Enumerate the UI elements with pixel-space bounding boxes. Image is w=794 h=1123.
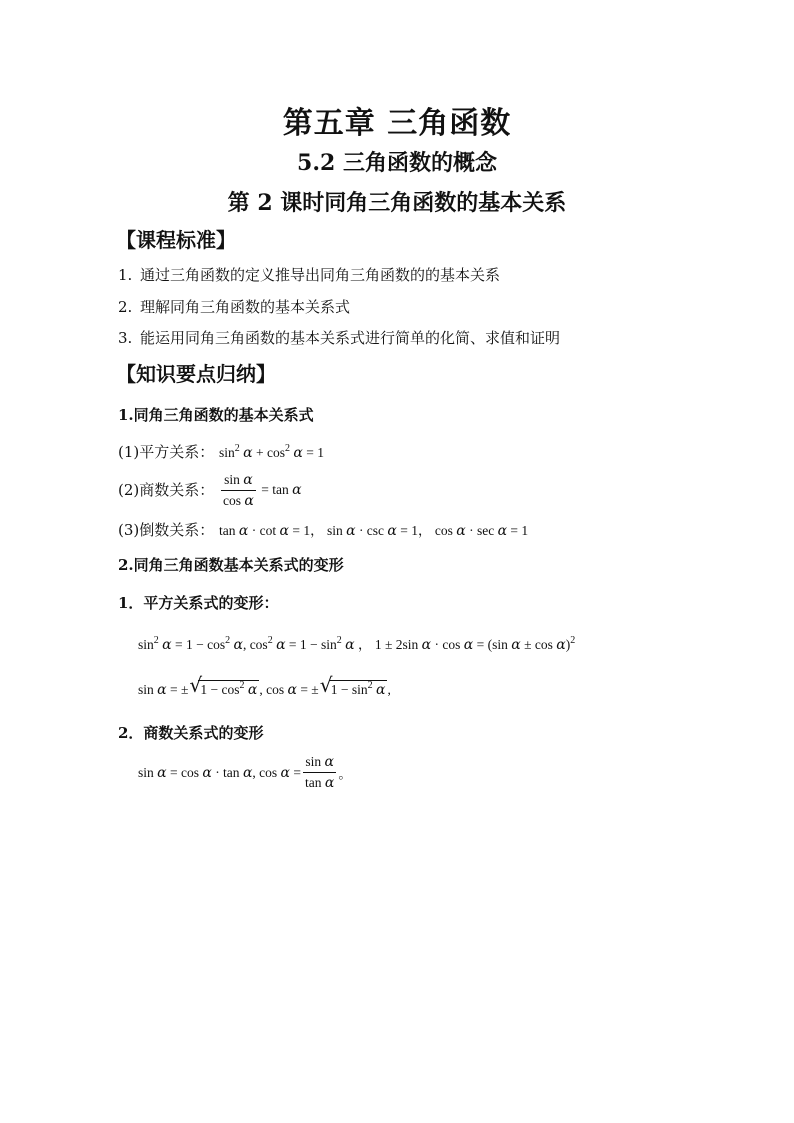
quotient-variant-formula: sin α = cos α · tan α, cos α = $\frac{\text{sin α}}{\text{tan α}}$ 。 bbox=[138, 754, 352, 791]
part2-heading: 2.同角三角函数基本关系式的变形 bbox=[118, 556, 344, 574]
standard-item-text: 理解同角三角函数的基本关系式 bbox=[140, 298, 351, 316]
standard-item-text: 通过三角函数的定义推导出同角三角函数的的基本关系 bbox=[140, 266, 501, 284]
section-subtitle: 5.2 三角函数的概念 bbox=[297, 150, 497, 176]
standard-item-text: 能运用同角三角函数的基本关系式进行简单的化简、求值和证明 bbox=[140, 329, 561, 347]
reciprocal-label: (3)倒数关系： bbox=[118, 521, 215, 539]
reciprocal-relation bbox=[118, 519, 528, 540]
standard-item-number: 1. bbox=[118, 266, 133, 284]
standard-item-3 bbox=[118, 327, 560, 348]
standard-item-1 bbox=[118, 264, 500, 285]
quotient-formula: $\frac{\text{sin α}}{\text{cos α}}$ = tan α bbox=[223, 472, 302, 509]
part2-sub2-heading: 2．商数关系式的变形 bbox=[118, 724, 264, 742]
square-variant-formula-2: sin α = ± √ $1 - \cos^2 \alpha$ , cos α = ± √ $1 - \sin^2 \alpha$ , bbox=[138, 673, 391, 698]
part2-sub1-heading: 1．平方关系式的变形： bbox=[118, 594, 279, 612]
part1-heading: 1.同角三角函数的基本关系式 bbox=[118, 406, 314, 424]
standards-heading: 【课程标准】 bbox=[116, 228, 236, 252]
standard-item-2 bbox=[118, 296, 350, 317]
chapter-title: 第五章 三角函数 bbox=[282, 106, 512, 141]
reciprocal-formula: tan α · cot α = 1， sin α · csc α = 1， cos α · sec α = 1 bbox=[219, 523, 529, 539]
square-variant-formula-1: $\sin^2 \alpha = 1 - \cos^2 \alpha$, $\cos^2 \alpha = 1 - \sin^2 \alpha$ ， 1 ± 2sin α · cos α = (sin α ± cos α)$^2$ bbox=[138, 635, 576, 653]
quotient-label: (2)商数关系： bbox=[118, 481, 215, 500]
lesson-title: 第 2 课时同角三角函数的基本关系 bbox=[227, 190, 567, 216]
square-relation bbox=[118, 441, 324, 462]
square-formula: $\sin^2 \alpha + \cos^2 \alpha = 1$ bbox=[219, 443, 324, 461]
standard-item-number: 2. bbox=[118, 298, 133, 316]
knowledge-heading: 【知识要点归纳】 bbox=[116, 362, 276, 386]
quotient-relation bbox=[118, 472, 302, 509]
standard-item-number: 3. bbox=[118, 329, 133, 347]
square-label: (1)平方关系： bbox=[118, 443, 215, 461]
